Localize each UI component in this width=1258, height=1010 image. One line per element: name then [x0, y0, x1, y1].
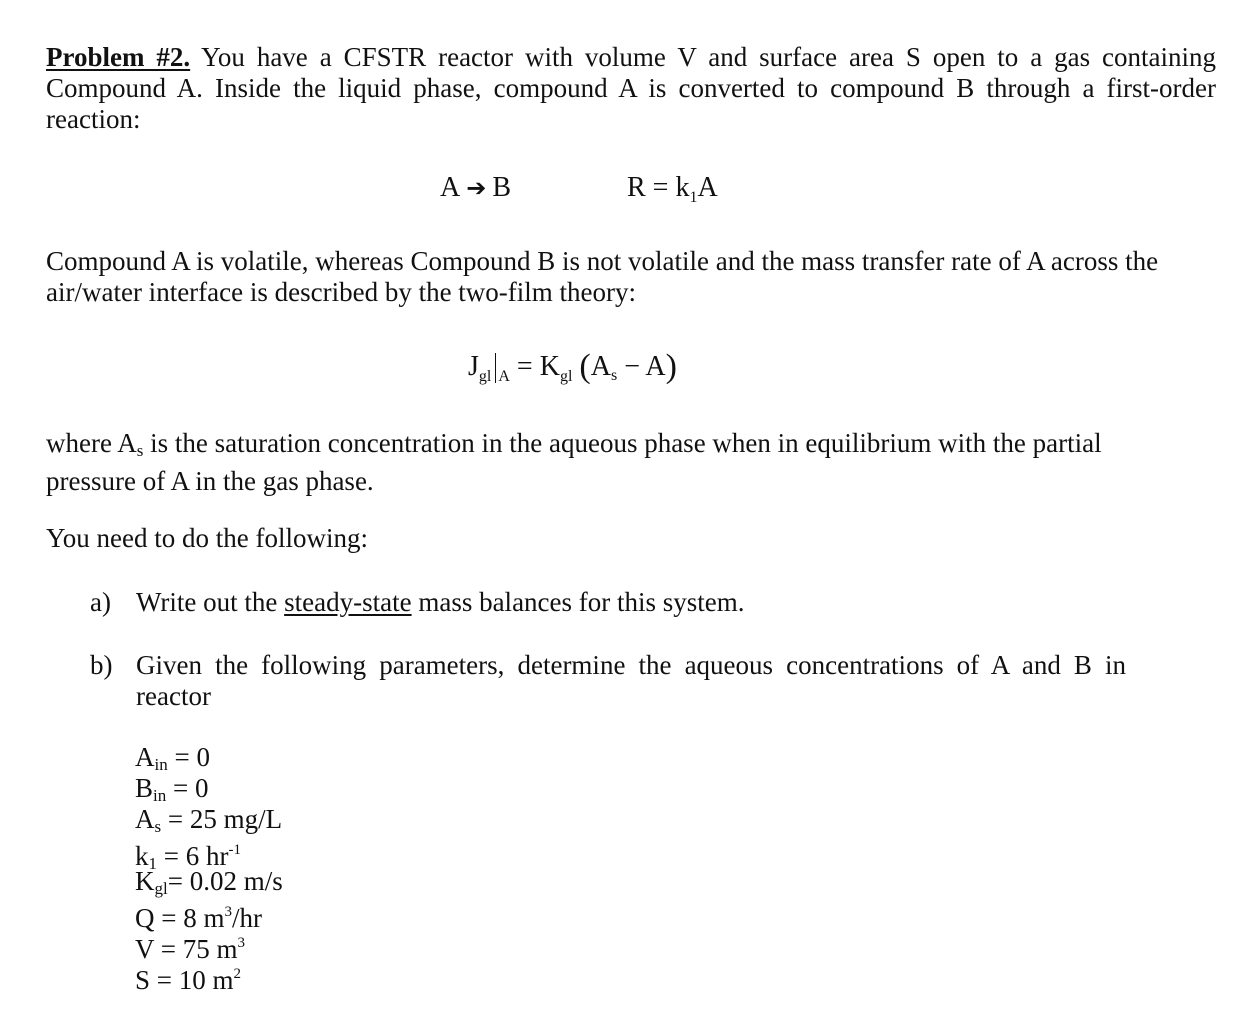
flux-K: = K — [516, 351, 560, 382]
task-a-before: Write out the — [136, 587, 285, 617]
saturation-prefix: where A — [46, 428, 137, 458]
param-base: B — [135, 773, 154, 803]
param-value: = 10 m — [150, 965, 234, 995]
parameter-A-s — [135, 804, 283, 835]
parameter-Kgl — [135, 866, 283, 897]
param-sup: 3 — [237, 935, 245, 951]
flux-J: J — [468, 351, 479, 382]
param-sub: in — [153, 786, 167, 805]
param-value: = 6 hr — [157, 841, 229, 871]
paragraph-volatility: Compound A is volatile, whereas Compound B is not volatile and the mass transfer rate of A across the air/water interface is described by the two-film theory: — [46, 246, 1159, 307]
param-base: S — [135, 965, 151, 995]
list-marker: b) — [90, 650, 113, 680]
param-value: = 8 m — [154, 903, 225, 933]
saturation-sub: s — [136, 441, 144, 460]
param-sub: 1 — [148, 854, 157, 873]
parameter-A-in — [135, 742, 283, 773]
list-marker: a) — [90, 587, 111, 617]
param-base: K — [135, 866, 155, 896]
param-sub: s — [154, 817, 162, 836]
paragraph-tasks: You need to do the following: — [46, 523, 368, 553]
list-item-text: Given the following parameters, determine the aqueous concentrations of A and B in reactor — [136, 650, 1126, 711]
reactant: A — [440, 172, 461, 203]
param-base: k — [135, 841, 149, 871]
evaluation-bar — [495, 353, 496, 383]
flux-K-sub: gl — [559, 368, 573, 385]
parameter-S — [135, 959, 283, 995]
task-a-after: mass balances for this system. — [411, 587, 745, 617]
param-value: = 0 — [166, 773, 209, 803]
param-sup: 3 — [224, 904, 232, 920]
param-sub: in — [154, 755, 168, 774]
param-base: V — [135, 934, 155, 964]
saturation-rest: is the saturation concentration in the aqueous phase when in equilibrium with the partial pressure of A in the gas phase. — [46, 428, 1102, 496]
problem-intro: You have a CFSTR reactor with volume V and surface area S open to a gas containing Compound A. Inside the liquid phase, compound A is converted to compound B through a first-order reaction: — [46, 42, 1216, 134]
list-item — [90, 587, 1130, 619]
param-base: Q — [135, 903, 155, 933]
list-item-text — [136, 587, 745, 618]
flux-As: A — [590, 351, 611, 382]
parameter-list — [135, 742, 283, 995]
param-value: = 25 mg/L — [161, 804, 283, 834]
param-sup: -1 — [228, 842, 241, 858]
param-value: = 0 — [167, 742, 210, 772]
param-value: = 0.02 m/s — [167, 866, 283, 896]
task-a-underlined: steady-state — [284, 587, 412, 617]
parameter-k1 — [135, 835, 283, 873]
rate-sub: 1 — [689, 189, 698, 206]
parameter-B-in — [135, 773, 283, 804]
rate-rhs: A — [697, 172, 718, 203]
paragraph-saturation — [46, 428, 1156, 497]
parameter-Q — [135, 897, 283, 933]
flux-equation: $J_{gl}$ $_A = K_{gl}$ $(A_s - A)$ — [468, 348, 677, 385]
param-base: A — [135, 804, 155, 834]
param-sup: 2 — [233, 966, 242, 982]
problem-heading: Problem #2. — [46, 42, 191, 72]
product: B — [492, 172, 512, 203]
flux-J-sub: gl — [478, 368, 492, 385]
list-item — [90, 650, 1130, 714]
param-sub: gl — [154, 879, 168, 898]
flux-s-sub: s — [610, 367, 618, 384]
rate-equation — [627, 172, 718, 207]
param-after: /hr — [231, 903, 262, 933]
arrow-right-icon: ➔ — [466, 174, 487, 202]
flux-minus-A: − A — [617, 351, 666, 382]
problem-statement — [46, 42, 1216, 135]
flux-eval-sub: A — [498, 368, 510, 385]
rate-lhs: R = k — [627, 172, 690, 203]
param-value: = 75 m — [154, 934, 238, 964]
reaction-equation — [440, 172, 511, 204]
param-base: A — [135, 742, 155, 772]
